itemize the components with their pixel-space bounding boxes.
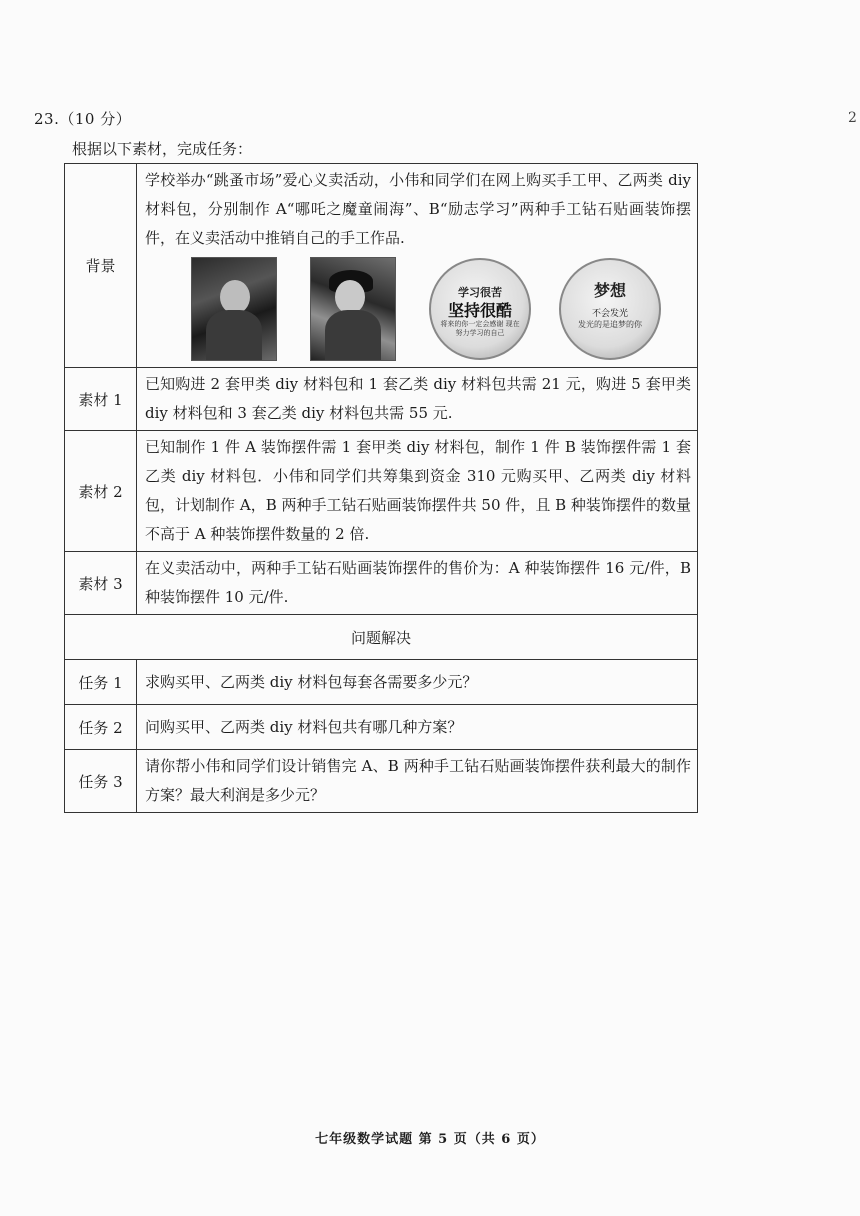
task-text-2: 问购买甲、乙两类 diy 材料包共有哪几种方案？ [137, 705, 698, 750]
task-label-1: 任务 1 [65, 660, 137, 705]
badge2-line1: 梦想 [593, 281, 626, 300]
badge1-line1: 学习很苦 [458, 286, 502, 299]
edge-mark: 2 [848, 110, 857, 126]
problem-header-row [65, 615, 698, 660]
task-row-2 [65, 705, 698, 750]
material-label-1: 素材 1 [65, 368, 137, 431]
task-label-2: 任务 2 [65, 705, 137, 750]
background-cell [137, 164, 698, 368]
background-label: 背景 [65, 164, 137, 368]
material-row-3 [65, 552, 698, 615]
task-label-3: 任务 3 [65, 750, 137, 813]
question-intro: 根据以下素材，完成任务： [72, 140, 253, 158]
background-row [65, 164, 698, 368]
material-label-3: 素材 3 [65, 552, 137, 615]
material-text-3: 在义卖活动中，两种手工钻石贴画装饰摆件的售价为：A 种装饰摆件 16 元/件，B 种装饰摆件 10 元/件. [137, 552, 698, 615]
task-table [64, 163, 698, 813]
background-images [145, 255, 691, 363]
task-row-3 [65, 750, 698, 813]
material-text-2: 已知制作 1 件 A 装饰摆件需 1 套甲类 diy 材料包，制作 1 件 B 装饰摆件需 1 套乙类 diy 材料包．小伟和同学们共筹集到资金 310 元购买甲、乙两类 diy 材料包，计划制作 A，B 两种手工钻石贴画装饰摆件共 50 件，且 B 种装饰摆件的数量不高于 A 种装饰摆件数量的 2 倍. [137, 431, 698, 552]
task-text-1: 求购买甲、乙两类 diy 材料包每套各需要多少元？ [137, 660, 698, 705]
material-label-2: 素材 2 [65, 431, 137, 552]
task-text-3: 请你帮小伟和同学们设计销售完 A、B 两种手工钻石贴画装饰摆件获利最大的制作方案？最大利润是多少元？ [137, 750, 698, 813]
background-text: 学校举办“跳蚤市场”爱心义卖活动，小伟和同学们在网上购买手工甲、乙两类 diy 材料包，分别制作 A“哪吒之魔童闹海”、B“励志学习”两种手工钻石贴画装饰摆件，在义卖活动中推销自己的手工作品. [145, 171, 691, 247]
badge1-line3: 将来的你一定会感谢 现在努力学习的自己 [440, 320, 520, 337]
question-number: 23. [34, 110, 60, 128]
problem-header: 问题解决 [65, 615, 698, 660]
badge2-line2: 不会发光 [591, 309, 628, 319]
nezha-poster-image [191, 257, 277, 361]
aobing-poster-image [310, 257, 396, 361]
question-score: （10 分） [59, 110, 132, 128]
badge1-line2: 坚持很酷 [447, 301, 512, 320]
material-row-1 [65, 368, 698, 431]
study-badge-image [429, 258, 531, 360]
dream-badge-image [559, 258, 661, 360]
badge2-line3: 发光的是追梦的你 [578, 320, 642, 329]
material-row-2 [65, 431, 698, 552]
question-header [34, 108, 131, 129]
task-row-1 [65, 660, 698, 705]
material-text-1: 已知购进 2 套甲类 diy 材料包和 1 套乙类 diy 材料包共需 21 元，购进 5 套甲类 diy 材料包和 3 套乙类 diy 材料包共需 55 元. [137, 368, 698, 431]
page-footer: 七年级数学试题 第 5 页（共 6 页） [315, 1132, 545, 1147]
